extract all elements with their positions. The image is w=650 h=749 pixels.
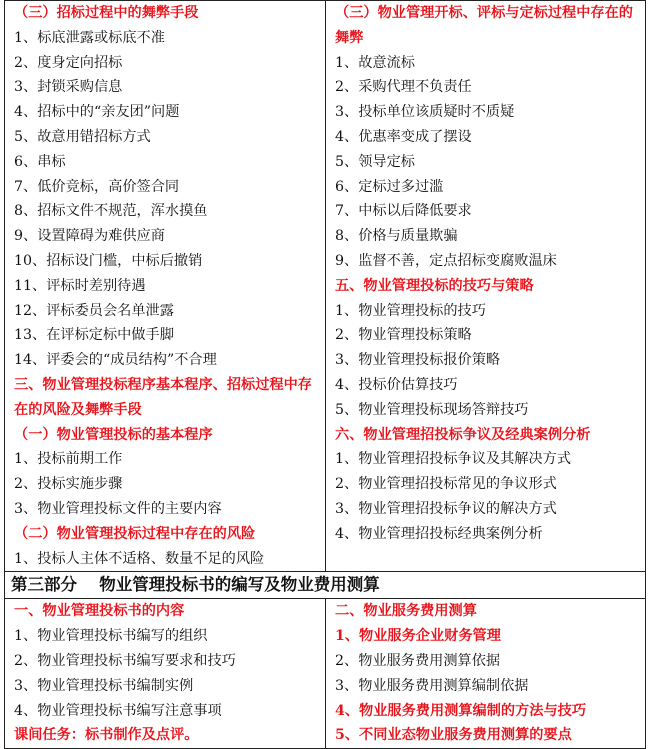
list-item: 1、故意流标 [335,54,415,71]
lower-row [5,599,646,749]
list-item: 8、招标文件不规范，浑水摸鱼 [14,203,208,220]
list-item: 1、投标人主体不适格、数量不足的风险 [14,550,265,567]
section-heading: （三）物业管理开标、评标与定标过程中存在的舞弊 [335,5,633,46]
section-heading: （三）招标过程中的舞弊手段 [14,5,199,21]
list-item: 2、物业管理招投标常见的争议形式 [335,476,557,493]
list-item: 4、优惠率变成了摆设 [335,128,472,145]
list-item: 4、投标价估算技巧 [335,376,458,393]
list-item: 4、招标中的“亲友团”问题 [14,104,180,121]
list-item: 1、物业管理投标书编写的组织 [14,628,208,645]
list-item: 9、监督不善，定点招标变腐败温床 [335,252,557,269]
section-heading: 五、物业管理投标的技巧与策略 [335,277,534,294]
list-item: 2、物业管理投标书编写要求和技巧 [14,652,236,669]
upper-left-cell [5,1,326,572]
lower-right-cell [326,599,646,749]
list-item: 3、封锁采购信息 [14,79,123,96]
section-heading: 课间任务：标书制作及点评。 [14,727,199,744]
list-item: 1、物业管理招投标争议及其解决方式 [335,451,572,468]
list-item: 9、设置障碍为难供应商 [14,228,165,245]
list-item: 13、在评标定标中做手脚 [14,327,174,344]
course-outline-table [4,0,646,749]
lower-left-cell [5,599,326,749]
list-item: 2、物业管理投标策略 [335,327,472,344]
list-item: 7、低价竞标，高价签合同 [14,178,180,195]
list-item: 8、价格与质量欺骗 [335,228,458,245]
part3-heading: 第三部分 物业管理投标书的编写及物业费用测算 [5,572,646,599]
list-item: 2、投标实施步骤 [14,476,123,493]
list-item: 5、物业管理投标现场答辩技巧 [335,401,529,418]
document-page [4,0,646,749]
list-item: 4、物业管理投标书编写注意事项 [14,702,222,719]
section-heading: 4、物业服务费用测算编制的方法与技巧 [335,702,587,719]
list-item: 7、中标以后降低要求 [335,203,472,220]
list-item: 1、标底泄露或标底不准 [14,29,165,46]
list-item: 10、招标设门槛，中标后撤销 [14,252,203,269]
section-heading: 六、物业管理招投标争议及经典案例分析 [335,426,591,443]
upper-row [5,1,646,572]
list-item: 12、评标委员会名单泄露 [14,302,174,319]
list-item: 5、故意用错招标方式 [14,128,151,145]
part3-row [5,572,646,599]
list-item: 3、物业管理投标文件的主要内容 [14,500,222,517]
section-heading: 二、物业服务费用测算 [335,603,477,620]
section-heading: 三、物业管理投标程序基本程序、招标过程中存在的风险及舞弊手段 [14,376,312,418]
list-item: 14、评委会的“成员结构”不合理 [14,352,217,369]
list-item: 3、物业管理投标报价策略 [335,352,501,369]
list-item: 1、投标前期工作 [14,451,123,468]
list-item: 2、度身定向招标 [14,54,123,71]
list-item: 2、采购代理不负责任 [335,79,472,96]
section-heading: 5、不同业态物业服务费用测算的要点 [335,727,572,744]
list-item: 3、投标单位该质疑时不质疑 [335,104,515,121]
list-item: 11、评标时差别待遇 [14,277,146,294]
list-item: 3、物业服务费用测算编制依据 [335,677,529,694]
list-item: 2、物业服务费用测算依据 [335,652,501,669]
section-heading: （二）物业管理投标过程中存在的风险 [14,525,256,542]
list-item: 1、物业管理投标的技巧 [335,302,486,319]
list-item: 3、物业管理招投标争议的解决方式 [335,500,557,517]
section-heading: 1、物业服务企业财务管理 [335,628,501,645]
section-heading: （一）物业管理投标的基本程序 [14,426,213,443]
list-item: 4、物业管理招投标经典案例分析 [335,525,543,542]
section-heading: 一、物业管理投标书的内容 [14,603,185,620]
list-item: 3、物业管理投标书编制实例 [14,677,194,694]
upper-right-cell [326,1,646,572]
list-item: 6、串标 [14,153,66,170]
list-item: 6、定标过多过滥 [335,178,444,195]
list-item: 5、领导定标 [335,153,415,170]
